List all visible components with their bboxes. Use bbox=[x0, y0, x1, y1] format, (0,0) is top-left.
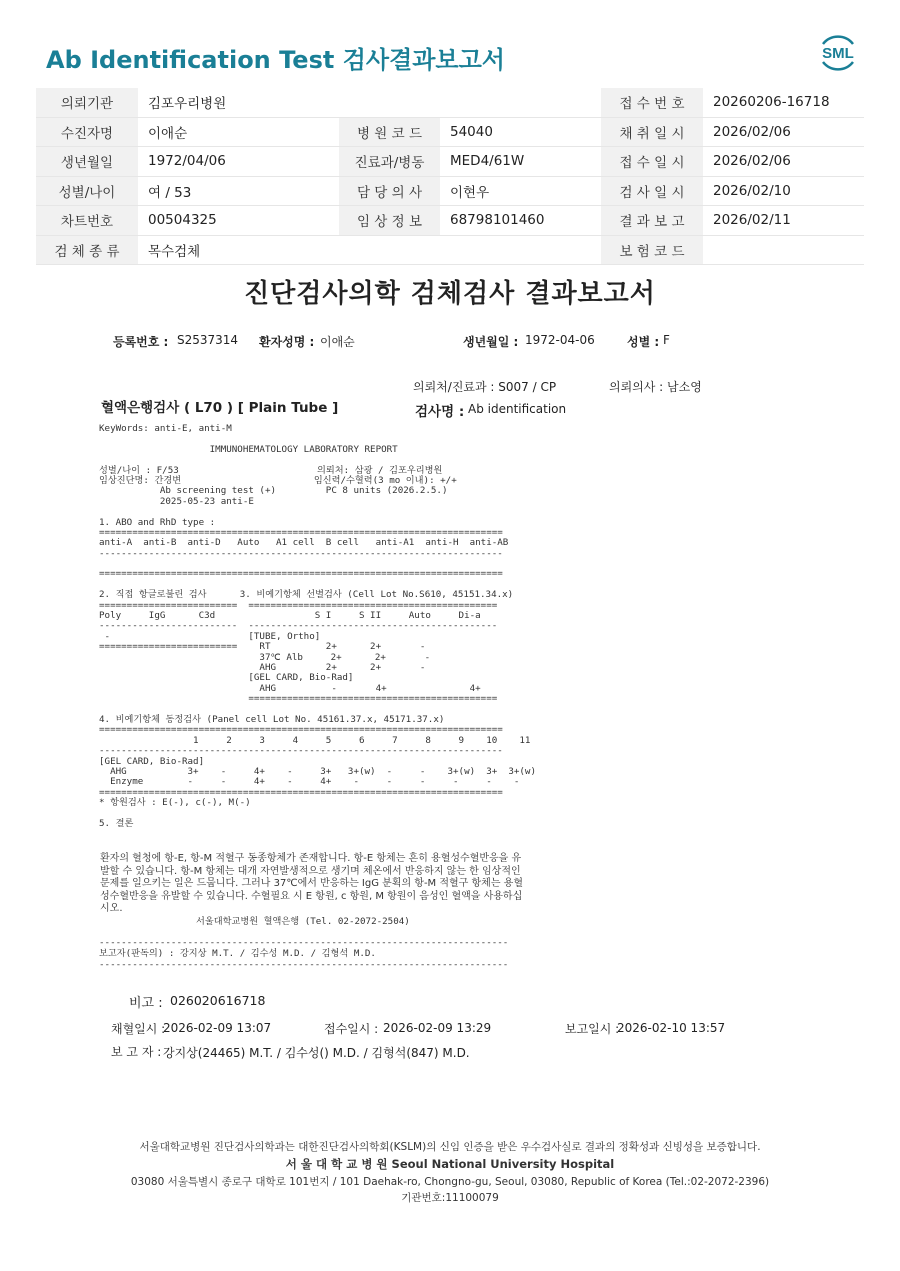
lab-line: AHG 3+ - 4+ - 3+ 3+(w) - - 3+(w) 3+ 3+(w) bbox=[99, 765, 536, 777]
dob-value: 1972-04-06 bbox=[525, 333, 595, 347]
lab-line: 성별/나이 : F/53 의뢰처: 삼광 / 김포우리병원 bbox=[99, 464, 443, 476]
info-value: 이애순 bbox=[138, 117, 339, 147]
collected-value: 2026-02-09 13:07 bbox=[163, 1021, 272, 1035]
info-value: 목수검체 bbox=[138, 235, 339, 265]
conclusion-text: 환자의 혈청에 항-E, 항-M 적혈구 동종항체가 존재합니다. 항-E 항체는 흔히 용혈성수혈반응을 유발할 수 있습니다. 항-M 항체는 대개 자연발생적으로 생기며 체온에서 반응하지 않는 한 임상적인 문제를 일으키는 일은 드뭅니다. 그러나 37℃에서 반응하는 IgG 분획의 항-M 적혈구 항체는 용혈성수혈반응을 유발할 수 있습니다. 수혈필요 시 E 항원, c 항원, M 항원이 음성인 혈액을 사용하십시오. bbox=[100, 853, 524, 914]
lab-line: 1. ABO and RhD type : bbox=[99, 516, 216, 528]
lab-line: anti-A anti-B anti-D Auto A1 cell B cell anti-A1 anti-H anti-AB bbox=[99, 537, 509, 549]
info-value bbox=[703, 235, 864, 265]
lab-line: - [TUBE, Ortho] bbox=[99, 630, 321, 642]
info-value bbox=[440, 235, 601, 265]
info-label: 병 원 코 드 bbox=[339, 117, 440, 147]
reporter-line: 보고자(판독의) : 강지상 M.T. / 김수성 M.D. / 김형석 M.D. bbox=[99, 948, 376, 959]
info-value: 2026/02/06 bbox=[703, 117, 864, 147]
info-value: 2026/02/06 bbox=[703, 147, 864, 177]
info-label: 보 험 코 드 bbox=[601, 235, 703, 265]
lab-line: ============================================= bbox=[99, 693, 498, 705]
info-value: 20260206-16718 bbox=[703, 88, 864, 117]
info-value: 54040 bbox=[440, 117, 601, 147]
info-label: 수진자명 bbox=[36, 117, 138, 147]
lab-line: 5. 결론 bbox=[99, 817, 134, 829]
info-label bbox=[339, 88, 440, 117]
lab-line bbox=[99, 507, 536, 517]
page-title: Ab Identification Test 검사결과보고서 bbox=[46, 46, 505, 74]
logo-text: SML bbox=[822, 45, 854, 62]
lab-line: 1 2 3 4 5 6 7 8 9 10 11 bbox=[99, 734, 531, 746]
lab-line bbox=[99, 455, 536, 465]
test-value: Ab identification bbox=[468, 402, 567, 416]
sml-logo-icon bbox=[815, 30, 861, 76]
sex-label: 성별 : bbox=[627, 335, 660, 349]
info-label bbox=[339, 235, 440, 265]
lab-report-block bbox=[99, 424, 536, 829]
lab-line: ========================================================================= bbox=[99, 526, 503, 538]
lab-line: 37℃ Alb 2+ 2+ - bbox=[99, 651, 431, 663]
info-label: 결 과 보 고 bbox=[601, 206, 703, 236]
rule-top: -------------------------------------------------------------------------- bbox=[99, 937, 509, 948]
rule-bottom: -------------------------------------------------------------------------- bbox=[99, 959, 509, 970]
footer-hospital-name: 서 울 대 학 교 병 원 Seoul National University Hospital bbox=[285, 1157, 615, 1171]
collected-label: 채혈일시 : bbox=[111, 1022, 166, 1036]
blood-bank-line: 서울대학교병원 혈액은행 (Tel. 02-2072-2504) bbox=[196, 916, 410, 927]
info-label: 성별/나이 bbox=[36, 176, 138, 206]
info-value: 68798101460 bbox=[440, 206, 601, 236]
info-row bbox=[36, 176, 864, 206]
lab-line: ========================= RT 2+ 2+ - bbox=[99, 641, 426, 653]
info-value: 2026/02/11 bbox=[703, 206, 864, 236]
info-label: 임 상 정 보 bbox=[339, 206, 440, 236]
footer-certification: 서울대학교병원 진단검사의학과는 대한진단검사의학회(KSLM)의 신임 인증을 받은 우수검사실로 결과의 정확성과 신빙성을 보증합니다. bbox=[139, 1141, 761, 1153]
lab-line: [GEL CARD, Bio-Rad] bbox=[99, 755, 205, 767]
reported-value: 2026-02-10 13:57 bbox=[617, 1021, 726, 1035]
note-label: 비고 : bbox=[129, 996, 163, 1011]
info-label: 생년월일 bbox=[36, 147, 138, 177]
info-row bbox=[36, 147, 864, 177]
info-value: MED4/61W bbox=[440, 147, 601, 177]
patient-info-table bbox=[36, 88, 864, 265]
info-label: 차트번호 bbox=[36, 206, 138, 236]
lab-line: ========================= ============================================= bbox=[99, 599, 498, 611]
reporter-label: 보 고 자 : bbox=[111, 1045, 162, 1059]
test-label: 검사명 : bbox=[415, 404, 465, 420]
lab-line: AHG - 4+ 4+ bbox=[99, 682, 481, 694]
lab-line: Poly IgG C3d S I S II Auto Di-a bbox=[99, 610, 481, 622]
test-name: 혈액은행검사 ( L70 ) [ Plain Tube ] bbox=[101, 400, 339, 416]
referring-dept: 의뢰처/진료과 : S007 / CP bbox=[413, 380, 557, 394]
reporter-value: 강지상(24465) M.T. / 김수성() M.D. / 김형석(847) M.D. bbox=[163, 1046, 470, 1060]
sml-logo bbox=[815, 30, 861, 80]
info-value: 2026/02/10 bbox=[703, 176, 864, 206]
lab-line: * 항원검사 : E(-), c(-), M(-) bbox=[99, 797, 251, 809]
reported-label: 보고일시 : bbox=[565, 1022, 620, 1036]
lab-line: Ab screening test (+) PC 8 units (2026.2.5.) bbox=[99, 485, 448, 497]
lab-line: ------------------------- --------------------------------------------- bbox=[99, 620, 498, 632]
info-value: 00504325 bbox=[138, 206, 339, 236]
patient-name-label: 환자성명 : bbox=[259, 335, 315, 349]
reg-no-value: S2537314 bbox=[177, 333, 239, 347]
info-value: 김포우리병원 bbox=[138, 88, 339, 117]
info-label: 검 체 종 류 bbox=[36, 235, 138, 265]
lab-line: KeyWords: anti-E, anti-M bbox=[99, 423, 232, 434]
info-label: 검 사 일 시 bbox=[601, 176, 703, 206]
info-label: 의뢰기관 bbox=[36, 88, 138, 117]
report-title: 진단검사의학 검체검사 결과보고서 bbox=[244, 279, 656, 309]
lab-line: IMMUNOHEMATOLOGY LABORATORY REPORT bbox=[99, 443, 398, 455]
info-label: 채 취 일 시 bbox=[601, 117, 703, 147]
lab-line: 2. 직접 항글로불린 검사 3. 비예기항체 선별검사 (Cell Lot No.S610, 45151.34.x) bbox=[99, 589, 514, 601]
referring-doctor: 의뢰의사 : 남소영 bbox=[609, 380, 702, 394]
info-row bbox=[36, 88, 864, 117]
received-label: 접수일시 : bbox=[324, 1022, 379, 1036]
info-label: 담 당 의 사 bbox=[339, 176, 440, 206]
info-value bbox=[440, 88, 601, 117]
lab-line: ========================================================================= bbox=[99, 568, 503, 580]
lab-line: ------------------------------------------------------------------------- bbox=[99, 547, 503, 559]
lab-line: AHG 2+ 2+ - bbox=[99, 661, 426, 673]
info-row bbox=[36, 235, 864, 265]
lab-line: ========================================================================= bbox=[99, 724, 503, 736]
dob-label: 생년월일 : bbox=[463, 335, 519, 349]
lab-line: 2025-05-23 anti-E bbox=[99, 495, 254, 507]
reg-no-label: 등록번호 : bbox=[113, 335, 169, 349]
info-label: 접 수 일 시 bbox=[601, 147, 703, 177]
lab-line: 4. 비예기항체 동정검사 (Panel cell Lot No. 45161.37.x, 45171.37.x) bbox=[99, 713, 445, 725]
info-value: 1972/04/06 bbox=[138, 147, 339, 177]
received-value: 2026-02-09 13:29 bbox=[383, 1021, 492, 1035]
info-value: 여 / 53 bbox=[138, 176, 339, 206]
patient-info-body bbox=[36, 88, 864, 265]
sex-value: F bbox=[663, 333, 670, 347]
lab-line: Enzyme - - 4+ - 4+ - - - - - - bbox=[99, 776, 520, 788]
info-row bbox=[36, 206, 864, 236]
patient-name-value: 이애순 bbox=[320, 335, 355, 349]
lab-line: ------------------------------------------------------------------------- bbox=[99, 745, 503, 757]
lab-line: 임상진단명: 간경변 임신력/수혈력(3 mo 이내): +/+ bbox=[99, 474, 457, 486]
footer-institution-no: 기관번호:11100079 bbox=[401, 1192, 499, 1204]
info-row bbox=[36, 117, 864, 147]
lab-line bbox=[99, 808, 536, 818]
lab-line: [GEL CARD, Bio-Rad] bbox=[99, 672, 354, 684]
lab-line: ========================================================================= bbox=[99, 786, 503, 798]
info-label: 진료과/병동 bbox=[339, 147, 440, 177]
footer-address: 03080 서울특별시 종로구 대학로 101번지 / 101 Daehak-ro, Chongno-gu, Seoul, 03080, Republic of Korea (Tel.:02-2072-2396) bbox=[130, 1176, 770, 1188]
info-label: 접 수 번 호 bbox=[601, 88, 703, 117]
note-value: 026020616718 bbox=[170, 993, 266, 1008]
info-value: 이현우 bbox=[440, 176, 601, 206]
